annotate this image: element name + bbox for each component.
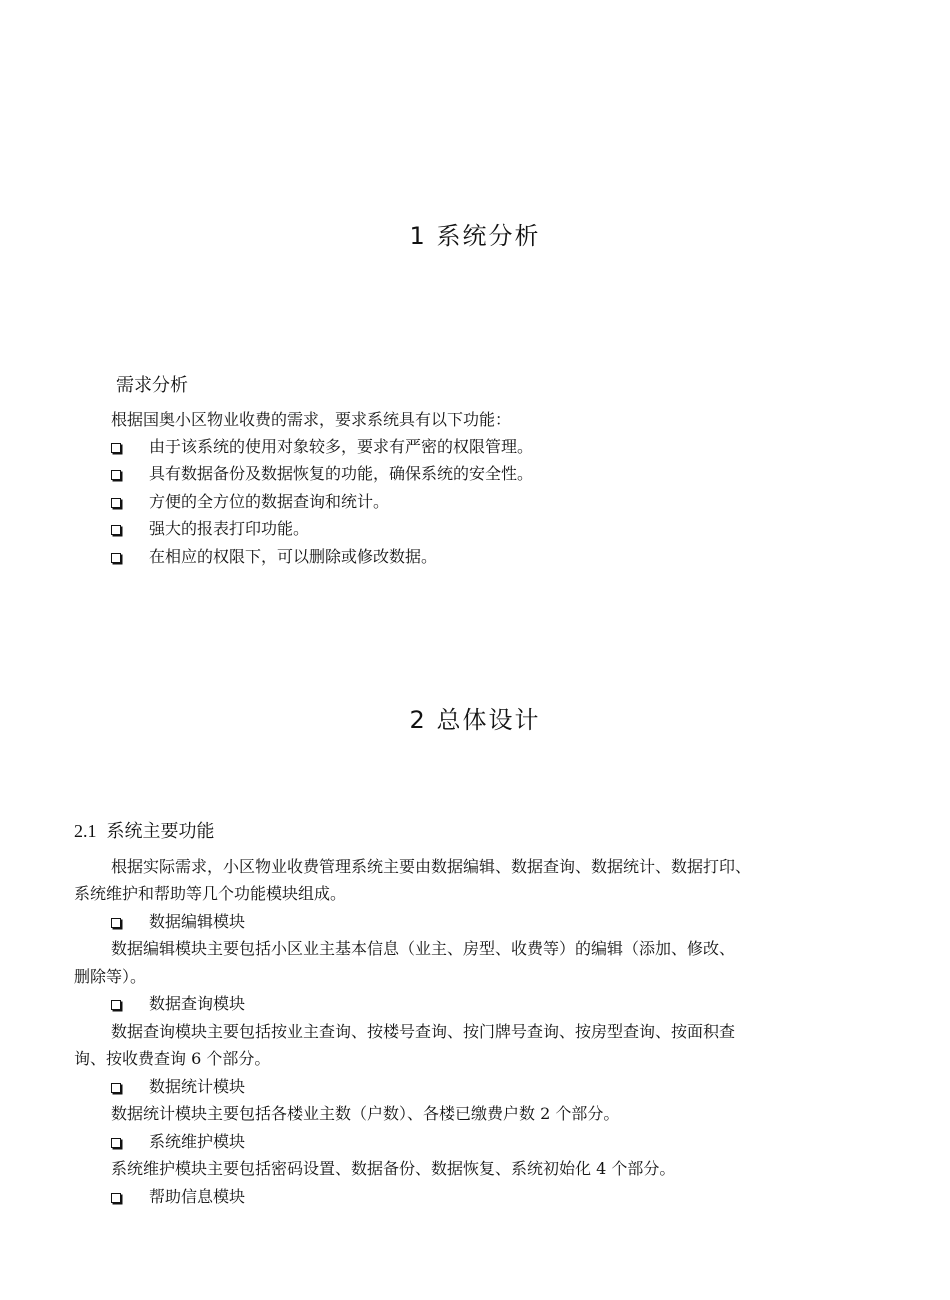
requirements-intro: 根据国奥小区物业收费的需求，要求系统具有以下功能： bbox=[111, 410, 512, 429]
checkbox-bullet-icon bbox=[111, 1083, 121, 1093]
section-heading-main-functions bbox=[74, 817, 215, 843]
functions-intro-line-2: 系统维护和帮助等几个功能模块组成。 bbox=[74, 884, 347, 903]
module-heading-stats: 数据统计模块 bbox=[111, 1077, 811, 1097]
module-heading-edit: 数据编辑模块 bbox=[111, 912, 811, 932]
chapter-1-title: 1 系统分析 bbox=[409, 222, 541, 250]
module-heading-query: 数据查询模块 bbox=[111, 994, 811, 1014]
module-heading-maintenance: 系统维护模块 bbox=[111, 1132, 811, 1152]
chapter-2-title: 2 总体设计 bbox=[409, 706, 541, 734]
list-item: 强大的报表打印功能。 bbox=[111, 519, 811, 539]
checkbox-bullet-icon bbox=[111, 443, 121, 453]
section-heading-requirements: 需求分析 bbox=[116, 375, 188, 396]
list-item: 由于该系统的使用对象较多，要求有严密的权限管理。 bbox=[111, 437, 811, 457]
checkbox-bullet-icon bbox=[111, 553, 121, 563]
module-desc-query-line-2: 询、按收费查询 6 个部分。 bbox=[74, 1049, 271, 1068]
functions-intro-line-1: 根据实际需求，小区物业收费管理系统主要由数据编辑、数据查询、数据统计、数据打印、 bbox=[111, 857, 752, 876]
module-desc-edit-line-1: 数据编辑模块主要包括小区业主基本信息（业主、房型、收费等）的编辑（添加、修改、 bbox=[111, 939, 736, 958]
checkbox-bullet-icon bbox=[111, 525, 121, 535]
section-number: 2.1 bbox=[74, 821, 97, 841]
list-item: 方便的全方位的数据查询和统计。 bbox=[111, 492, 811, 512]
checkbox-bullet-icon bbox=[111, 918, 121, 928]
checkbox-bullet-icon bbox=[111, 1000, 121, 1010]
module-desc-maintenance-line-1: 系统维护模块主要包括密码设置、数据备份、数据恢复、系统初始化 4 个部分。 bbox=[111, 1159, 676, 1178]
section-title: 系统主要功能 bbox=[106, 821, 215, 842]
module-desc-query-line-1: 数据查询模块主要包括按业主查询、按楼号查询、按门牌号查询、按房型查询、按面积查 bbox=[111, 1022, 736, 1041]
checkbox-bullet-icon bbox=[111, 470, 121, 480]
module-heading-help: 帮助信息模块 bbox=[111, 1187, 811, 1207]
checkbox-bullet-icon bbox=[111, 1193, 121, 1203]
module-desc-stats-line-1: 数据统计模块主要包括各楼业主数（户数）、各楼已缴费户数 2 个部分。 bbox=[111, 1104, 620, 1123]
list-item: 具有数据备份及数据恢复的功能，确保系统的安全性。 bbox=[111, 464, 811, 484]
checkbox-bullet-icon bbox=[111, 1138, 121, 1148]
checkbox-bullet-icon bbox=[111, 498, 121, 508]
list-item: 在相应的权限下，可以删除或修改数据。 bbox=[111, 547, 811, 567]
module-desc-edit-line-2: 删除等）。 bbox=[74, 967, 147, 986]
